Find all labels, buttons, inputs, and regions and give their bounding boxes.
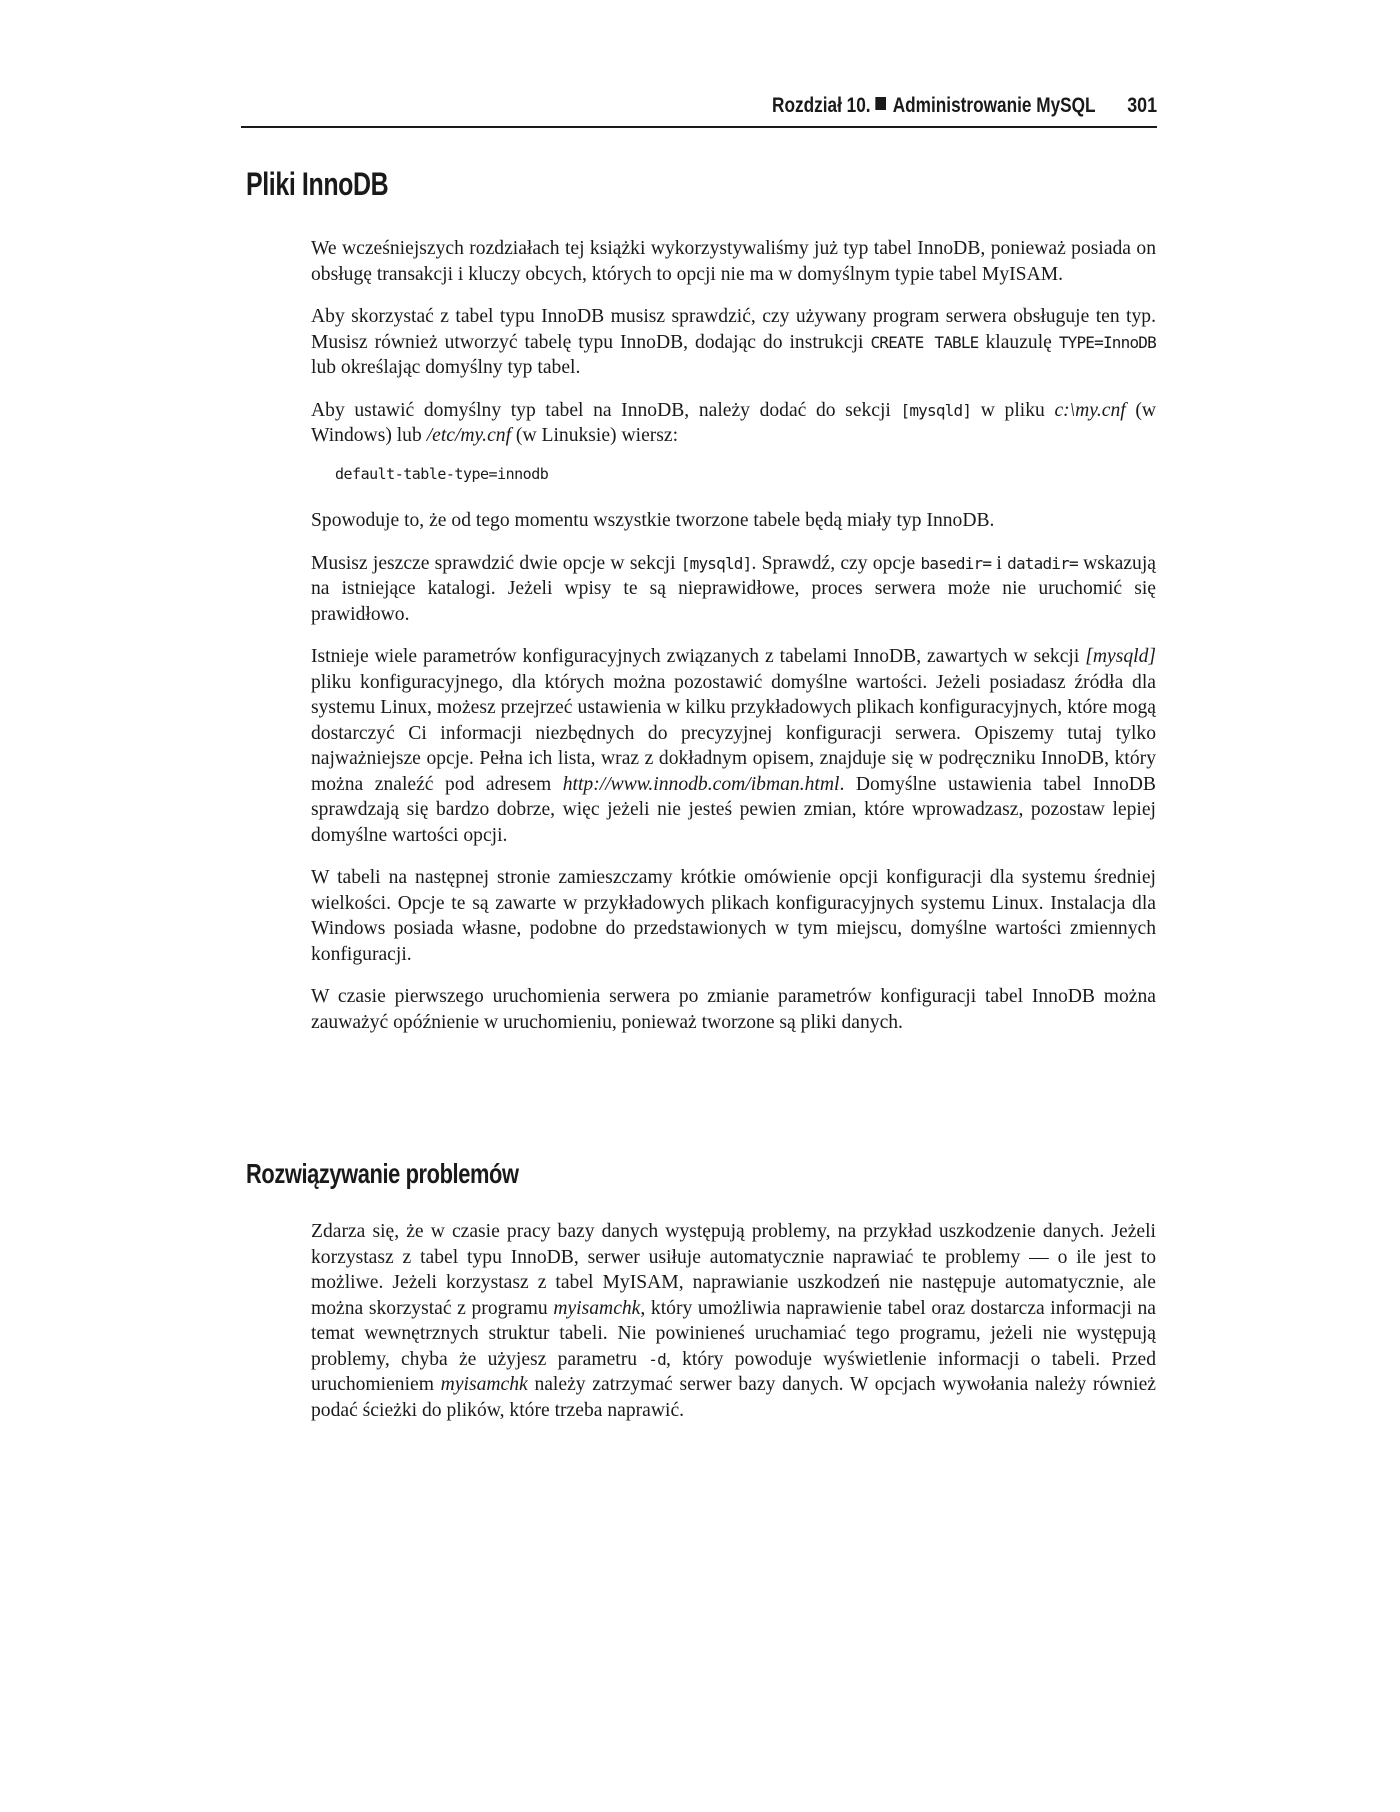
section-heading-troubleshooting: Rozwiązywanie problemów [246,1158,519,1189]
file-path: c:\my.cnf [1054,399,1126,421]
url-text: http://www.innodb.com/ibman.html [562,773,840,795]
section-heading-innodb: Pliki InnoDB [246,166,389,202]
program-name: myisamchk [553,1297,641,1319]
paragraph: Istnieje wiele parametrów konfiguracyjnych związanych z tabelami InnoDB, zawartych w sekcji [mysqld] pliku konfiguracyjnego, dla których można pozostawić domyślne wartości. Jeżeli posiadasz źródła dla systemu Linux, możesz przejrzeć ustawienia w kilku przykładowych plikach konfiguracyjnych, które mogą dostarczyć Ci informacji niezbędnych do precyzyjnej konfiguracji serwera. Opiszemy tutaj tylko najważniejsze opcje. Pełna ich lista, wraz z dokładnym opisem, znajduje się w podręczniku InnoDB, który można znaleźć pod adresem http://www.innodb.com/ibman.html. Domyślne ustawienia tabel InnoDB sprawdzają się bardzo dobrze, więc jeżeli nie jesteś pewien zmian, które wprowadzasz, pozostaw lepiej domyślne wartości opcji. [311,646,1157,846]
paragraph: W czasie pierwszego uruchomienia serwera po zmianie parametrów konfiguracji tabel InnoDB można zauważyć opóźnienie w uruchomieniu, ponieważ tworzone są pliki danych. [311,986,1156,1033]
file-path: /etc/my.cnf [426,425,512,446]
bullet-square-icon [876,97,887,110]
paragraph: We wcześniejszych rozdziałach tej książki wykorzystywaliśmy już typ tabel InnoDB, ponieważ posiada on obsługę transakcji i kluczy obcych, których to opcji nie ma w domyślnym typie tabel MyISAM. [311,238,1156,285]
running-header [241,94,1157,128]
paragraph: Zdarza się, że w czasie pracy bazy danych występują problemy, na przykład uszkodzenie danych. Jeżeli korzystasz z tabel typu InnoDB, serwer usiłuje automatycznie naprawiać te problemy — o ile jest to możliwe. Jeżeli korzystasz z tabel MyISAM, naprawianie uszkodzeń nie następuje automatycznie, ale można skorzystać z programu myisamchk, który umożliwia naprawienie tabel oraz dostarcza informacji na temat wewnętrznych struktur tabeli. Nie powinieneś uruchamiać tego programu, jeżeli nie występują problemy, chyba że użyjesz parametru -d, który powoduje wyświetlenie informacji o tabeli. Przed uruchomieniem myisamchk należy zatrzymać serwer bazy danych. W opcjach wywołania należy również podać ścieżki do plików, które trzeba naprawić. [311,1221,1156,1421]
page-number: 301 [1127,94,1157,117]
paragraph: W tabeli na następnej stronie zamieszczamy krótkie omówienie opcji konfiguracji dla systemu średniej wielkości. Opcje te są zawarte w przykładowych plikach konfiguracyjnych systemu Linux. Instalacja dla Windows posiada własne, podobne do przedstawionych w tym miejscu, domyślne wartości zmiennych konfiguracji. [311,867,1156,965]
inline-code: CREATE TABLE [870,332,979,352]
inline-code: [mysqld] [900,400,972,420]
inline-code: -d [648,1349,666,1369]
section-reference: [mysqld] [1085,646,1156,667]
paragraph: Spowoduje to, że od tego momentu wszystkie tworzone tabele będą miały typ InnoDB. [311,510,995,531]
inline-code: datadir= [1007,553,1078,573]
inline-code: [mysqld] [680,553,752,573]
inline-code: TYPE=InnoDB [1058,332,1156,352]
section-body-innodb [311,236,1156,1052]
paragraph: Musisz jeszcze sprawdzić dwie opcje w sekcji [mysqld]. Sprawdź, czy opcje basedir= i datadir= wskazują na istniejące katalogi. Jeżeli wpisy te są nieprawidłowe, proces serwera może nie uruchomić się prawidłowo. [311,552,1156,625]
inline-code: basedir= [920,553,992,573]
paragraph: Aby skorzystać z tabel typu InnoDB musisz sprawdzić, czy używany program serwera obsługuje ten typ. Musisz również utworzyć tabelę typu InnoDB, dodając do instrukcji CREATE TABLE klauzulę TYPE=InnoDB lub określając domyślny typ tabel. [311,306,1156,378]
program-name: myisamchk [440,1374,528,1395]
paragraph: Aby ustawić domyślny typ tabel na InnoDB, należy dodać do sekcji [mysqld] w pliku c:\my.cnf (w Windows) lub /etc/my.cnf (w Linuksie) wiersz: [311,399,1157,446]
chapter-title: Rozdział 10. Administrowanie MySQL [772,94,1096,117]
section-body-troubleshooting [311,1219,1156,1440]
code-line: default-table-type=innodb [335,464,549,483]
